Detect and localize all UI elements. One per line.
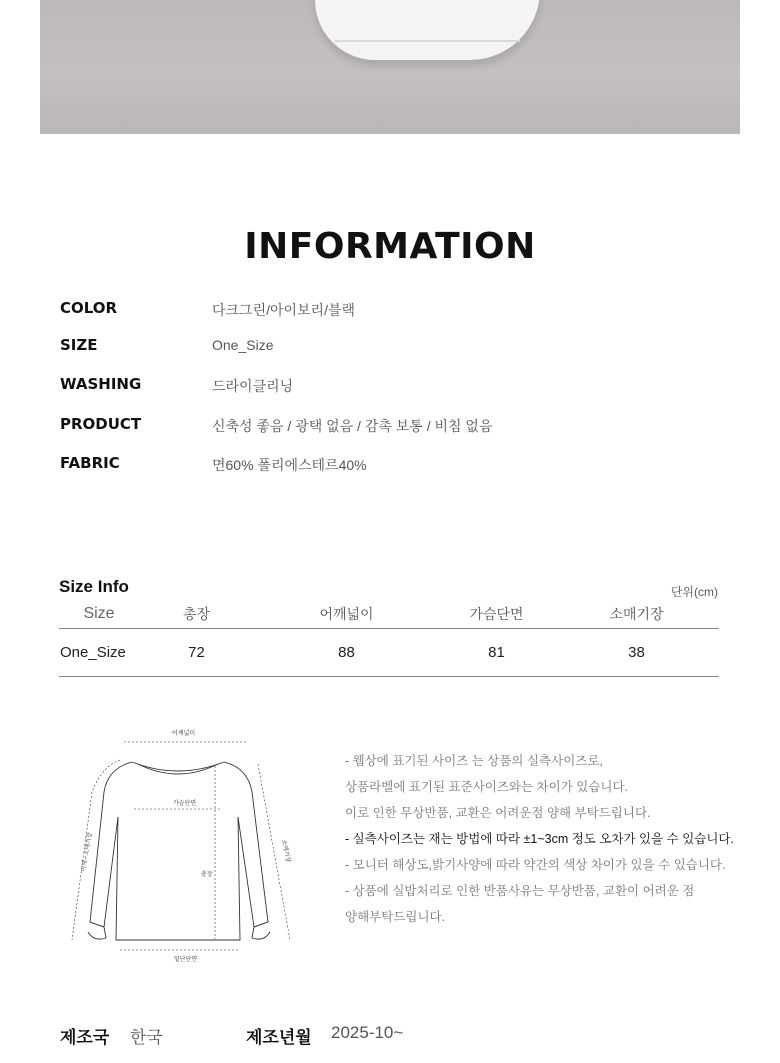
garment-hem [315, 0, 540, 60]
column-header: 어깨넓이 [254, 600, 439, 629]
note-line: - 상품에 실밥처리로 인한 반품사유는 무상반품, 교환이 어려운 점 [345, 884, 695, 898]
info-value: 드라이클리닝 [212, 378, 294, 394]
info-row-fabric [60, 454, 740, 478]
table-cell: 72 [139, 629, 254, 677]
note-line: 양해부탁드립니다. [345, 910, 446, 924]
info-value: One_Size [212, 337, 274, 353]
note-line-emphasis: - 실측사이즈는 재는 방법에 따라 ±1~3cm 정도 오차가 있을 수 있습니다. [345, 832, 734, 846]
info-label: WASHING [60, 375, 142, 393]
size-table [59, 600, 719, 677]
info-row-size [60, 336, 740, 360]
origin-country [60, 1023, 109, 1048]
table-row [59, 629, 719, 677]
info-row-product [60, 415, 740, 439]
note-line: - 모니터 해상도,밝기사양에 따라 약간의 색상 차이가 있을 수 있습니다. [345, 858, 726, 872]
origin-date-value: 2025-10~ [331, 1023, 404, 1042]
size-diagram [62, 722, 317, 972]
info-row-washing [60, 375, 740, 399]
column-header: 총장 [139, 600, 254, 629]
size-info-title: Size Info [59, 577, 129, 596]
unit-label: 단위(cm) [670, 585, 718, 599]
size-table-header [59, 600, 719, 629]
table-cell: 88 [254, 629, 439, 677]
diagram-label-raglan: 어깨~소매기장 [80, 831, 94, 873]
origin-date-label: 제조년월 [246, 1028, 312, 1047]
info-row-color [60, 299, 740, 323]
diagram-label-length: 총장 [201, 871, 213, 878]
table-cell: 38 [554, 629, 719, 677]
origin-date-value-wrap [331, 1023, 403, 1043]
info-label: PRODUCT [60, 415, 142, 433]
origin-country-value-wrap [130, 1023, 163, 1048]
info-value: 다크그린/아이보리/블랙 [212, 302, 356, 318]
diagram-label-chest: 가슴단면 [173, 800, 197, 807]
diagram-label-sleeve: 소매기장 [280, 838, 292, 864]
tshirt-outline [88, 762, 270, 940]
diagram-label-shoulder: 어깨넓이 [172, 730, 196, 737]
info-label: SIZE [60, 336, 98, 354]
size-notes [345, 748, 745, 930]
origin-date [246, 1023, 312, 1048]
table-cell: One_Size [59, 629, 139, 677]
note-line: - 웹상에 표기된 사이즈 는 상품의 실측사이즈로, [345, 754, 603, 768]
table-cell: 81 [439, 629, 554, 677]
information-title: INFORMATION [244, 226, 536, 267]
info-label: FABRIC [60, 454, 120, 472]
column-header: Size [59, 600, 139, 629]
info-label: COLOR [60, 299, 118, 317]
origin-country-label: 제조국 [60, 1028, 110, 1047]
info-value: 신축성 좋음 / 광택 없음 / 감촉 보통 / 비침 없음 [212, 418, 493, 434]
note-line: 상품라벨에 표기된 표준사이즈와는 차이가 있습니다. [345, 780, 629, 794]
origin-country-value: 한국 [130, 1028, 163, 1047]
product-photo [40, 0, 740, 134]
note-line: 이로 인한 무상반품, 교환은 어려운점 양해 부탁드립니다. [345, 806, 651, 820]
diagram-label-hem: 밑단단면 [174, 956, 198, 963]
column-header: 소매기장 [554, 600, 719, 629]
info-value: 면60% 폴리에스테르40% [212, 457, 367, 473]
column-header: 가슴단면 [439, 600, 554, 629]
